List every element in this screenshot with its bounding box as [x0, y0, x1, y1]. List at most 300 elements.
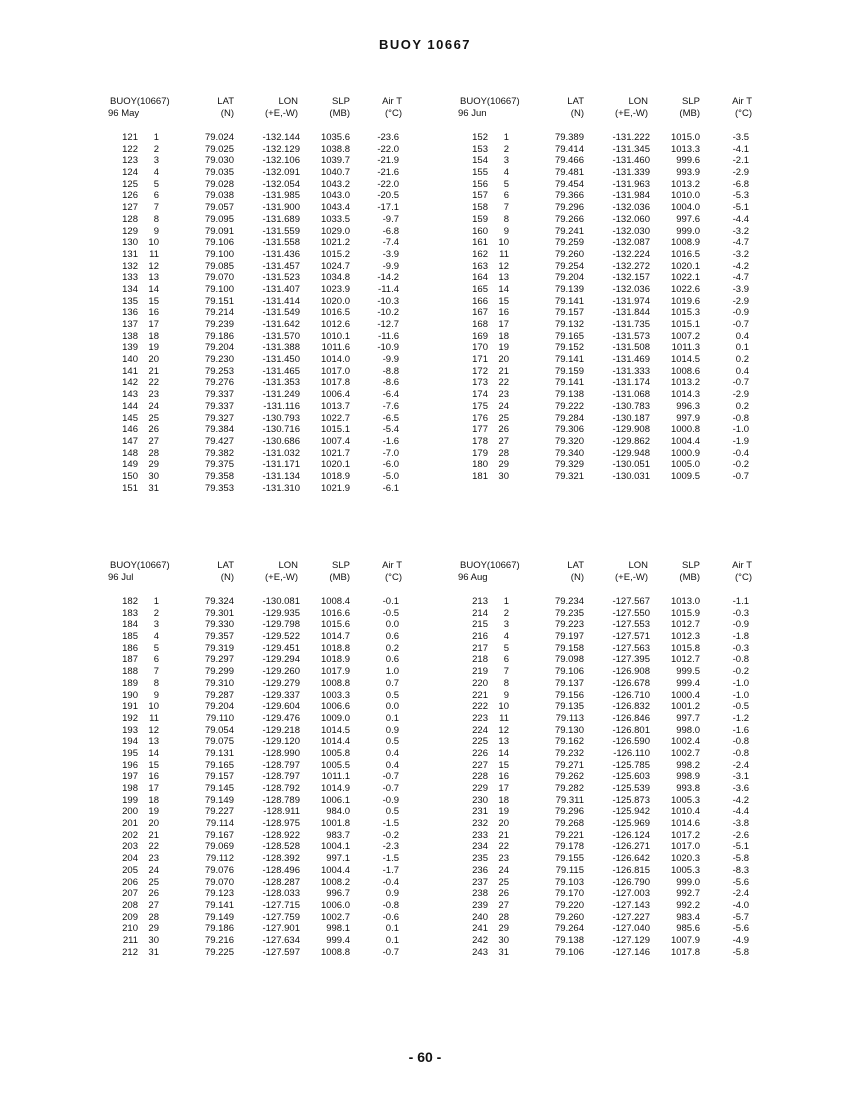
- day-of-year-cell: 151: [122, 482, 138, 494]
- slp-cell: 1019.6: [670, 295, 700, 307]
- day-of-month-cell: 13: [498, 272, 509, 284]
- day-of-month-cell: 14: [148, 747, 159, 759]
- lat-cell: 79.091: [204, 225, 234, 237]
- slp-cell: 1008.9: [670, 237, 700, 249]
- table-row: [108, 190, 448, 202]
- table-row: [458, 132, 798, 144]
- day-of-year-cell: 147: [122, 435, 138, 447]
- slp-cell: 997.1: [326, 853, 350, 865]
- lat-cell: 79.075: [204, 736, 234, 748]
- day-of-month-cell: 20: [498, 818, 509, 830]
- lat-cell: 79.138: [554, 934, 584, 946]
- lon-unit: (+E,-W): [615, 572, 648, 583]
- lon-cell: -131.735: [612, 319, 650, 330]
- slp-cell: 1007.4: [320, 435, 350, 447]
- lat-cell: 79.297: [204, 654, 234, 666]
- table-body: [108, 596, 448, 958]
- lat-cell: 79.234: [554, 596, 584, 607]
- lon-cell: -125.603: [612, 771, 650, 783]
- air-temp-cell: 0.9: [385, 724, 399, 736]
- air-temp-cell: -4.9: [732, 934, 749, 946]
- lon-cell: -127.715: [262, 899, 300, 911]
- table-row: [458, 643, 798, 655]
- day-of-month-cell: 14: [148, 283, 159, 295]
- slp-cell: 993.9: [676, 167, 700, 179]
- table-row: [458, 690, 798, 702]
- air-temp-cell: 0.5: [385, 736, 399, 748]
- day-of-month-cell: 13: [148, 272, 159, 284]
- slp-cell: 1015.1: [320, 424, 350, 436]
- lon-cell: -130.783: [612, 400, 650, 412]
- day-of-year-cell: 182: [122, 596, 138, 607]
- air-temp-cell: -0.1: [382, 596, 399, 607]
- table-row: [458, 284, 798, 296]
- lon-cell: -128.922: [262, 829, 300, 841]
- lat-cell: 79.225: [204, 946, 234, 958]
- lat-cell: 79.260: [554, 911, 584, 923]
- lon-cell: -131.134: [262, 470, 300, 482]
- air-temp-cell: 1.0: [385, 666, 399, 678]
- day-of-month-cell: 11: [499, 712, 509, 724]
- slp-cell: 1016.5: [670, 248, 700, 260]
- lon-cell: -127.759: [262, 911, 300, 923]
- lon-cell: -126.642: [612, 853, 650, 865]
- slp-cell: 1017.2: [670, 829, 700, 841]
- day-of-month-cell: 21: [498, 365, 509, 377]
- day-of-month-cell: 2: [503, 143, 509, 155]
- lon-cell: -132.087: [612, 237, 650, 249]
- table-row: [458, 666, 798, 678]
- day-of-year-cell: 229: [472, 783, 488, 794]
- lon-cell: -131.116: [263, 400, 300, 412]
- table-row: [458, 900, 798, 912]
- air-temp-cell: -5.6: [732, 876, 749, 888]
- table-row: [458, 190, 798, 202]
- slp-cell: 998.2: [676, 759, 700, 771]
- air-temp-cell: -0.6: [382, 911, 399, 923]
- day-of-month-cell: 30: [148, 470, 159, 482]
- air-temp-cell: 0.6: [385, 654, 399, 666]
- table-row: [108, 436, 448, 448]
- slp-unit: (MB): [329, 108, 350, 119]
- day-of-month-cell: 18: [498, 330, 509, 342]
- air-temp-cell: -2.4: [732, 888, 749, 900]
- lon-cell: -132.036: [612, 283, 650, 295]
- day-of-month-cell: 23: [148, 853, 159, 865]
- slp-cell: 1011.3: [671, 342, 700, 354]
- air-temp-cell: -2.9: [732, 389, 749, 401]
- slp-cell: 1022.6: [670, 283, 700, 295]
- lon-cell: -131.559: [262, 225, 300, 237]
- day-of-year-cell: 191: [122, 701, 138, 713]
- lon-cell: -129.451: [262, 642, 300, 654]
- lat-cell: 79.135: [554, 701, 584, 713]
- lon-cell: -129.935: [262, 607, 300, 619]
- lat-cell: 79.271: [554, 759, 584, 771]
- lat-cell: 79.301: [204, 607, 234, 619]
- day-of-month-cell: 31: [148, 482, 159, 494]
- lon-cell: -131.985: [262, 190, 300, 202]
- lon-cell: -131.310: [262, 482, 300, 494]
- air-temp-cell: -0.7: [732, 377, 749, 389]
- air-temp-unit: (°C): [385, 572, 402, 583]
- air-temp-cell: -9.9: [382, 260, 399, 272]
- air-temp-cell: 0.1: [385, 712, 399, 724]
- air-temp-cell: -1.7: [382, 864, 399, 876]
- lon-cell: -126.710: [612, 689, 650, 701]
- day-of-year-cell: 201: [122, 818, 138, 830]
- day-of-month-cell: 5: [503, 642, 509, 654]
- day-of-month-cell: 29: [148, 923, 159, 935]
- lat-cell: 79.357: [204, 631, 234, 643]
- air-temp-cell: -5.0: [382, 470, 399, 482]
- lat-cell: 79.319: [204, 642, 234, 654]
- table-row: [108, 760, 448, 772]
- table-row: [458, 448, 798, 460]
- lat-cell: 79.329: [554, 459, 584, 471]
- day-of-month-cell: 13: [498, 736, 509, 748]
- slp-cell: 996.3: [676, 400, 700, 412]
- lon-cell: -127.634: [262, 934, 300, 946]
- day-of-year-cell: 212: [122, 946, 138, 958]
- lat-cell: 79.035: [204, 167, 234, 179]
- lat-cell: 79.112: [205, 853, 234, 865]
- table-row: [458, 877, 798, 889]
- slp-cell: 1005.5: [320, 759, 350, 771]
- lat-cell: 79.306: [554, 424, 584, 436]
- day-of-month-cell: 30: [498, 934, 509, 946]
- slp-cell: 985.6: [676, 923, 700, 935]
- lat-cell: 79.230: [204, 354, 234, 366]
- lat-cell: 79.151: [204, 295, 234, 307]
- air-temp-cell: -7.0: [382, 447, 399, 459]
- air-temp-cell: -3.9: [732, 283, 749, 295]
- air-temp-cell: -4.0: [732, 899, 749, 911]
- lon-cell: -128.797: [262, 771, 300, 783]
- day-of-year-cell: 173: [472, 377, 488, 389]
- air-temp-cell: -10.3: [377, 295, 399, 307]
- lat-cell: 79.141: [554, 377, 584, 389]
- day-of-year-cell: 197: [122, 771, 138, 783]
- slp-cell: 1010.0: [670, 190, 700, 202]
- table-row: [458, 748, 798, 760]
- lat-cell: 79.259: [554, 237, 584, 249]
- slp-cell: 1021.9: [320, 482, 350, 494]
- day-of-year-cell: 199: [122, 794, 138, 806]
- lat-cell: 79.106: [554, 946, 584, 958]
- table-row: [458, 424, 798, 436]
- day-of-year-cell: 226: [472, 747, 488, 759]
- lon-cell: -128.789: [262, 794, 300, 806]
- slp-cell: 1023.9: [320, 283, 350, 295]
- day-of-year-cell: 153: [472, 143, 488, 155]
- table-row: [108, 389, 448, 401]
- slp-cell: 983.4: [676, 911, 700, 923]
- table-row: [108, 354, 448, 366]
- day-of-year-cell: 167: [472, 307, 488, 319]
- lat-cell: 79.156: [554, 689, 584, 701]
- table-row: [108, 795, 448, 807]
- air-temp-cell: -23.6: [377, 132, 399, 143]
- slp-cell: 1008.8: [320, 946, 350, 958]
- air-temp-cell: -2.4: [732, 759, 749, 771]
- air-temp-cell: -0.7: [382, 783, 399, 794]
- day-of-year-cell: 236: [472, 864, 488, 876]
- table-row: [458, 436, 798, 448]
- day-of-month-cell: 27: [148, 435, 159, 447]
- lat-cell: 79.100: [204, 248, 234, 260]
- air-temp-cell: -2.6: [732, 829, 749, 841]
- day-of-year-cell: 136: [122, 307, 138, 319]
- lat-cell: 79.264: [554, 923, 584, 935]
- lon-cell: -128.797: [262, 759, 300, 771]
- day-of-month-cell: 8: [153, 213, 159, 225]
- lat-cell: 79.389: [554, 132, 584, 143]
- slp-cell: 1012.6: [320, 319, 350, 330]
- table-row: [108, 179, 448, 191]
- table-row: [108, 806, 448, 818]
- lon-cell: -125.539: [612, 783, 650, 794]
- lat-cell: 79.414: [554, 143, 584, 155]
- lat-cell: 79.216: [204, 934, 234, 946]
- lon-cell: -129.294: [262, 654, 300, 666]
- day-of-month-cell: 8: [503, 213, 509, 225]
- day-of-month-cell: 1: [153, 596, 159, 607]
- day-of-month-cell: 29: [148, 459, 159, 471]
- lon-cell: -127.553: [612, 619, 650, 631]
- lon-cell: -125.969: [612, 818, 650, 830]
- lat-header: LAT: [567, 96, 584, 107]
- lat-cell: 79.223: [554, 619, 584, 631]
- air-temp-cell: -0.7: [382, 771, 399, 783]
- day-of-year-cell: 127: [122, 202, 138, 214]
- slp-cell: 1018.8: [320, 642, 350, 654]
- day-of-month-cell: 7: [153, 666, 159, 678]
- day-of-month-cell: 28: [148, 911, 159, 923]
- lon-cell: -131.174: [612, 377, 650, 389]
- day-of-month-cell: 22: [498, 377, 509, 389]
- slp-cell: 1001.2: [670, 701, 700, 713]
- lon-header: LON: [628, 96, 648, 107]
- air-temp-cell: -22.0: [377, 178, 399, 190]
- slp-cell: 1015.9: [670, 607, 700, 619]
- table-row: [458, 226, 798, 238]
- air-temp-cell: -5.8: [732, 853, 749, 865]
- slp-unit: (MB): [679, 108, 700, 119]
- day-of-year-cell: 231: [472, 806, 488, 818]
- slp-cell: 1017.8: [320, 377, 350, 389]
- day-of-month-cell: 23: [498, 853, 509, 865]
- lat-cell: 79.282: [554, 783, 584, 794]
- table-row: [108, 307, 448, 319]
- air-temp-cell: -0.9: [732, 619, 749, 631]
- table-row: [108, 877, 448, 889]
- table-may: [108, 96, 448, 494]
- day-of-month-cell: 20: [148, 354, 159, 366]
- table-row: [108, 132, 448, 144]
- day-of-month-cell: 30: [498, 470, 509, 482]
- lon-cell: -131.353: [262, 377, 300, 389]
- table-row: [458, 841, 798, 853]
- lon-cell: -132.091: [262, 167, 300, 179]
- lon-cell: -131.900: [262, 202, 300, 214]
- table-row: [108, 947, 448, 959]
- day-of-year-cell: 122: [122, 143, 138, 155]
- day-of-year-cell: 185: [122, 631, 138, 643]
- air-temp-cell: -0.8: [732, 412, 749, 424]
- day-of-year-cell: 176: [472, 412, 488, 424]
- slp-cell: 1010.1: [320, 330, 350, 342]
- lon-cell: -129.476: [262, 712, 300, 724]
- lat-cell: 79.106: [204, 237, 234, 249]
- lat-cell: 79.028: [204, 178, 234, 190]
- table-row: [458, 713, 798, 725]
- table-row: [458, 144, 798, 156]
- day-of-year-cell: 166: [472, 295, 488, 307]
- slp-cell: 1034.8: [320, 272, 350, 284]
- day-of-month-cell: 15: [148, 295, 159, 307]
- lon-cell: -127.571: [612, 631, 650, 643]
- table-row: [108, 678, 448, 690]
- slp-cell: 997.7: [676, 712, 700, 724]
- day-of-year-cell: 241: [472, 923, 488, 935]
- table-row: [458, 249, 798, 261]
- day-of-year-cell: 152: [472, 132, 488, 143]
- day-of-year-cell: 202: [122, 829, 138, 841]
- lat-unit: (N): [570, 108, 584, 119]
- slp-cell: 1015.3: [670, 307, 700, 319]
- day-of-year-cell: 164: [472, 272, 488, 284]
- table-row: [108, 888, 448, 900]
- day-of-month-cell: 4: [153, 167, 159, 179]
- day-of-month-cell: 10: [498, 701, 509, 713]
- lat-cell: 79.139: [554, 283, 584, 295]
- air-temp-cell: -0.7: [732, 319, 749, 330]
- slp-cell: 1043.4: [320, 202, 350, 214]
- air-temp-cell: -8.3: [732, 864, 749, 876]
- slp-cell: 1014.7: [320, 631, 350, 643]
- slp-cell: 1011.6: [321, 342, 350, 354]
- lat-cell: 79.165: [204, 759, 234, 771]
- day-of-year-cell: 242: [472, 934, 488, 946]
- slp-cell: 1008.4: [320, 596, 350, 607]
- day-of-month-cell: 9: [503, 225, 509, 237]
- lon-cell: -126.590: [612, 736, 650, 748]
- slp-cell: 1043.2: [320, 178, 350, 190]
- table-row: [458, 354, 798, 366]
- table-row: [108, 459, 448, 471]
- table-row: [108, 155, 448, 167]
- air-temp-cell: -5.4: [382, 424, 399, 436]
- day-of-year-cell: 221: [472, 689, 488, 701]
- lat-cell: 79.165: [554, 330, 584, 342]
- air-temp-cell: -6.4: [382, 389, 399, 401]
- lat-cell: 79.366: [554, 190, 584, 202]
- slp-header: SLP: [332, 560, 350, 571]
- day-of-year-cell: 180: [472, 459, 488, 471]
- day-of-month-cell: 15: [148, 759, 159, 771]
- day-of-month-cell: 29: [498, 459, 509, 471]
- lat-cell: 79.221: [554, 829, 584, 841]
- lon-cell: -130.686: [262, 435, 300, 447]
- day-of-year-cell: 150: [122, 470, 138, 482]
- lat-cell: 79.025: [204, 143, 234, 155]
- lat-cell: 79.137: [554, 677, 584, 689]
- lon-cell: -131.032: [262, 447, 300, 459]
- day-of-year-cell: 129: [122, 225, 138, 237]
- day-of-month-cell: 9: [153, 225, 159, 237]
- day-of-year-cell: 131: [122, 248, 138, 260]
- day-of-month-cell: 1: [153, 132, 159, 143]
- table-jun: [458, 96, 798, 482]
- lon-cell: -131.414: [262, 295, 300, 307]
- lat-cell: 79.454: [554, 178, 584, 190]
- air-temp-cell: -1.6: [382, 435, 399, 447]
- slp-cell: 1033.5: [320, 213, 350, 225]
- day-of-year-cell: 227: [472, 759, 488, 771]
- lon-cell: -126.908: [612, 666, 650, 678]
- lon-cell: -130.187: [612, 412, 650, 424]
- lon-cell: -131.974: [612, 295, 650, 307]
- lon-cell: -130.031: [612, 470, 650, 482]
- lon-cell: -132.060: [612, 213, 650, 225]
- day-of-year-cell: 130: [122, 237, 138, 249]
- day-of-year-cell: 175: [472, 400, 488, 412]
- air-temp-cell: -2.9: [732, 167, 749, 179]
- table-body: [458, 596, 798, 958]
- lon-cell: -131.549: [262, 307, 300, 319]
- day-of-year-cell: 132: [122, 260, 138, 272]
- day-of-year-cell: 208: [122, 899, 138, 911]
- table-row: [458, 377, 798, 389]
- air-temp-cell: -2.9: [732, 295, 749, 307]
- day-of-month-cell: 6: [153, 654, 159, 666]
- lat-cell: 79.157: [554, 307, 584, 319]
- table-row: [108, 818, 448, 830]
- slp-cell: 992.7: [676, 888, 700, 900]
- air-temp-cell: -3.9: [382, 248, 399, 260]
- lon-cell: -131.984: [612, 190, 650, 202]
- lon-cell: -128.528: [262, 841, 300, 853]
- day-of-month-cell: 19: [498, 342, 509, 354]
- table-row: [108, 690, 448, 702]
- day-of-month-cell: 25: [148, 876, 159, 888]
- lon-header: LON: [628, 560, 648, 571]
- lon-unit: (+E,-W): [615, 108, 648, 119]
- lon-cell: -131.469: [612, 354, 650, 366]
- day-of-year-cell: 137: [122, 319, 138, 330]
- slp-unit: (MB): [679, 572, 700, 583]
- day-of-month-cell: 21: [498, 829, 509, 841]
- day-of-month-cell: 18: [148, 794, 159, 806]
- table-row: [108, 483, 448, 495]
- air-temp-cell: -11.4: [378, 283, 399, 295]
- slp-cell: 1040.7: [320, 167, 350, 179]
- day-of-month-cell: 2: [503, 607, 509, 619]
- table-row: [108, 202, 448, 214]
- lon-cell: -130.793: [262, 412, 300, 424]
- table-body: [458, 132, 798, 483]
- lat-cell: 79.076: [204, 864, 234, 876]
- period-label: 96 Jun: [458, 108, 487, 119]
- day-of-year-cell: 240: [472, 911, 488, 923]
- table-row: [108, 865, 448, 877]
- table-row: [458, 701, 798, 713]
- air-temp-cell: 0.5: [385, 689, 399, 701]
- lat-cell: 79.098: [554, 654, 584, 666]
- day-of-year-cell: 203: [122, 841, 138, 853]
- lon-cell: -131.450: [262, 354, 300, 366]
